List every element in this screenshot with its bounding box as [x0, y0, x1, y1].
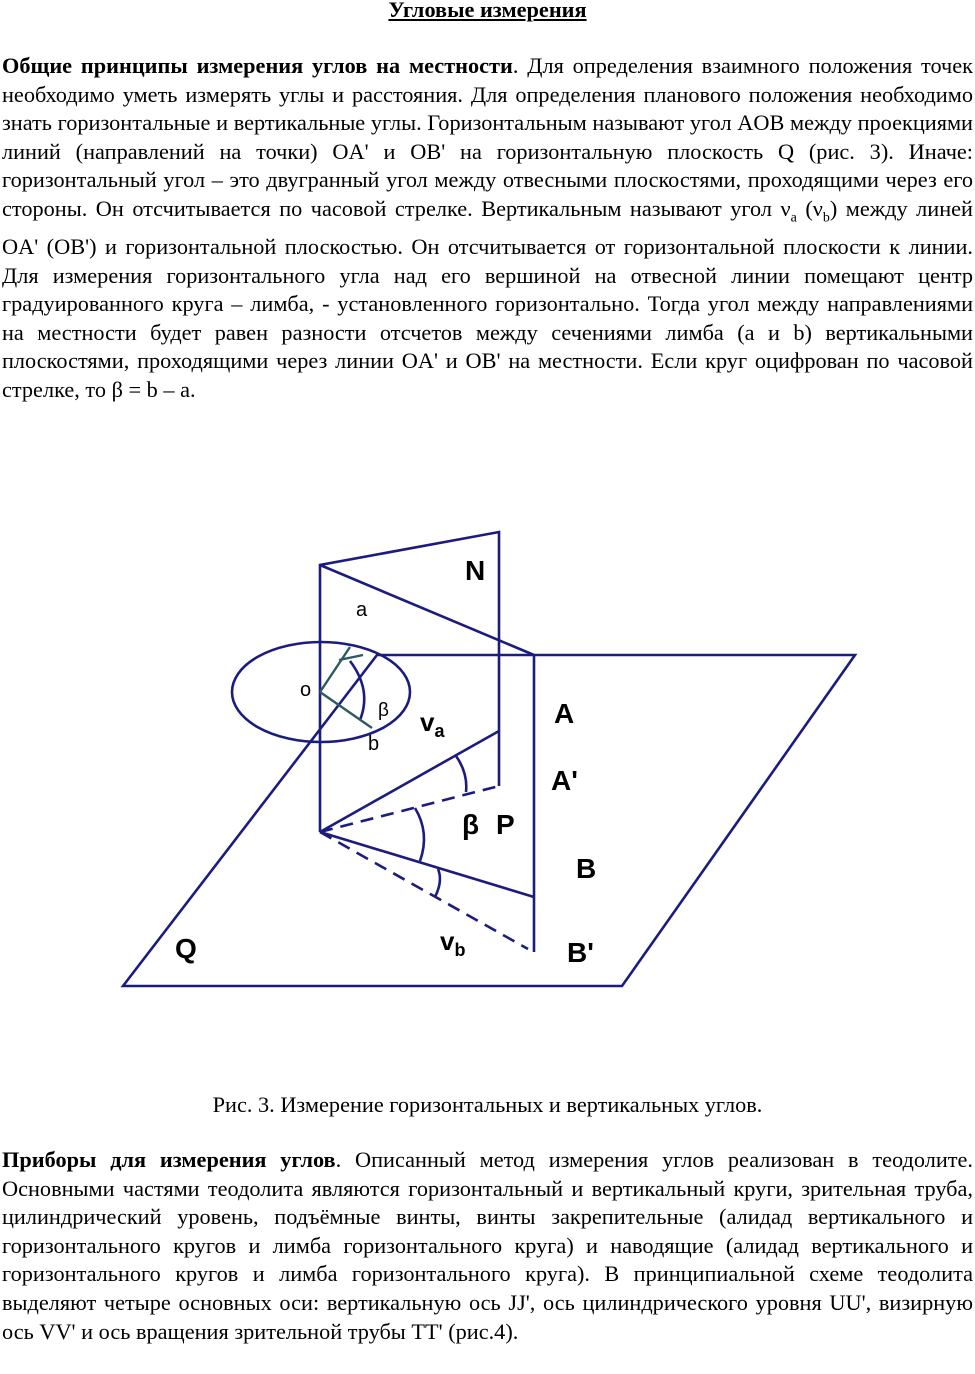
label-A-prime: A'	[551, 765, 578, 796]
label-A: A	[554, 698, 575, 729]
label-B-prime: B'	[567, 937, 594, 968]
paragraph-text-part3: ) между линей OA' (OB') и горизонтальной плоскостью. Он отсчитывается от горизонтальной плоскости к линии. Для измерения горизонтального угла над его вершиной на отвесной линии помещают центр градуированного круга – лимба, - установленного горизонтально. Тогда угол между направлениями на местности будет равен разности отсчетов между сечениями лимба (a и b) вертикальными плоскостями, проходящими через линии OA' и OB' на местности. Если круг оцифрован по часовой стрелке, то β = b – a.	[2, 195, 973, 402]
label-n: N	[465, 555, 486, 586]
label-va-sub: a	[434, 721, 445, 741]
label-vb	[440, 926, 465, 960]
arc-horizontal-angle-beta	[415, 808, 424, 861]
line-ob	[320, 832, 534, 897]
page-title: Угловые измерения	[388, 0, 587, 22]
label-Q: Q	[175, 933, 197, 964]
angle-measurement-diagram	[0, 520, 975, 1000]
label-b: b	[368, 733, 380, 755]
plane-n-diagonal	[320, 565, 534, 655]
label-beta-small: β	[378, 700, 389, 721]
paragraph-text-part1: . Для определения взаимного положения точек необходимо уметь измерять углы и расстояния. Для определения планового положения необходимо знать горизонтальные и вертикальные углы. Горизонтальным называют угол AOB между проекциями линий (направлений на точки) OA' и OB' на горизонтальную плоскость Q (рис. 3). Иначе: горизонтальный угол – это двугранный угол между отвесными плоскостями, проходящими через его стороны. Он отсчитывается по часовой стрелке. Вертикальным называют угол ν	[2, 53, 973, 221]
label-va-v: v	[420, 707, 435, 737]
arc-vertical-angle-a	[456, 756, 466, 792]
paragraph-angle-instruments	[2, 1146, 973, 1346]
label-P: P	[496, 809, 515, 840]
paragraph-angle-principles	[2, 52, 973, 405]
label-va	[420, 707, 445, 741]
label-o: o	[300, 679, 312, 701]
paragraph-text-instruments: . Описанный метод измерения углов реализован в теодолите. Основными частями теодолита являются горизонтальный и вертикальный круги, зрительная труба, цилиндрический уровень, подъёмные винты, винты закрепительные (алидад вертикального и горизонтального кругов и лимба горизонтального круга) и наводящие (алидад вертикального и горизонтального кругов и лимба горизонтального круга). В принципиальной схеме теодолита выделяют четыре основных оси: вертикальную ось JJ', ось цилиндрического уровня UU', визирную ось VV' и ось вращения зрительной трубы TT' (рис.4).	[2, 1147, 973, 1344]
label-beta: β	[462, 809, 480, 840]
arc-limb-beta	[350, 661, 364, 720]
limb-radius-a	[320, 647, 350, 692]
label-a: a	[356, 599, 368, 621]
paragraph-text-part2: (ν	[796, 195, 823, 221]
label-B: B	[576, 853, 597, 884]
section-heading-principles: Общие принципы измерения углов на местности	[2, 53, 513, 78]
label-vb-v: v	[440, 926, 455, 956]
section-heading-instruments: Приборы для измерения углов	[2, 1147, 336, 1172]
plane-q	[123, 655, 855, 986]
subscript-b: b	[822, 210, 830, 226]
label-vb-sub: b	[454, 940, 466, 960]
arc-vertical-angle-b	[435, 869, 440, 897]
subscript-a: a	[790, 210, 797, 226]
figure-caption: Рис. 3. Измерение горизонтальных и вертикальных углов.	[212, 1092, 763, 1117]
